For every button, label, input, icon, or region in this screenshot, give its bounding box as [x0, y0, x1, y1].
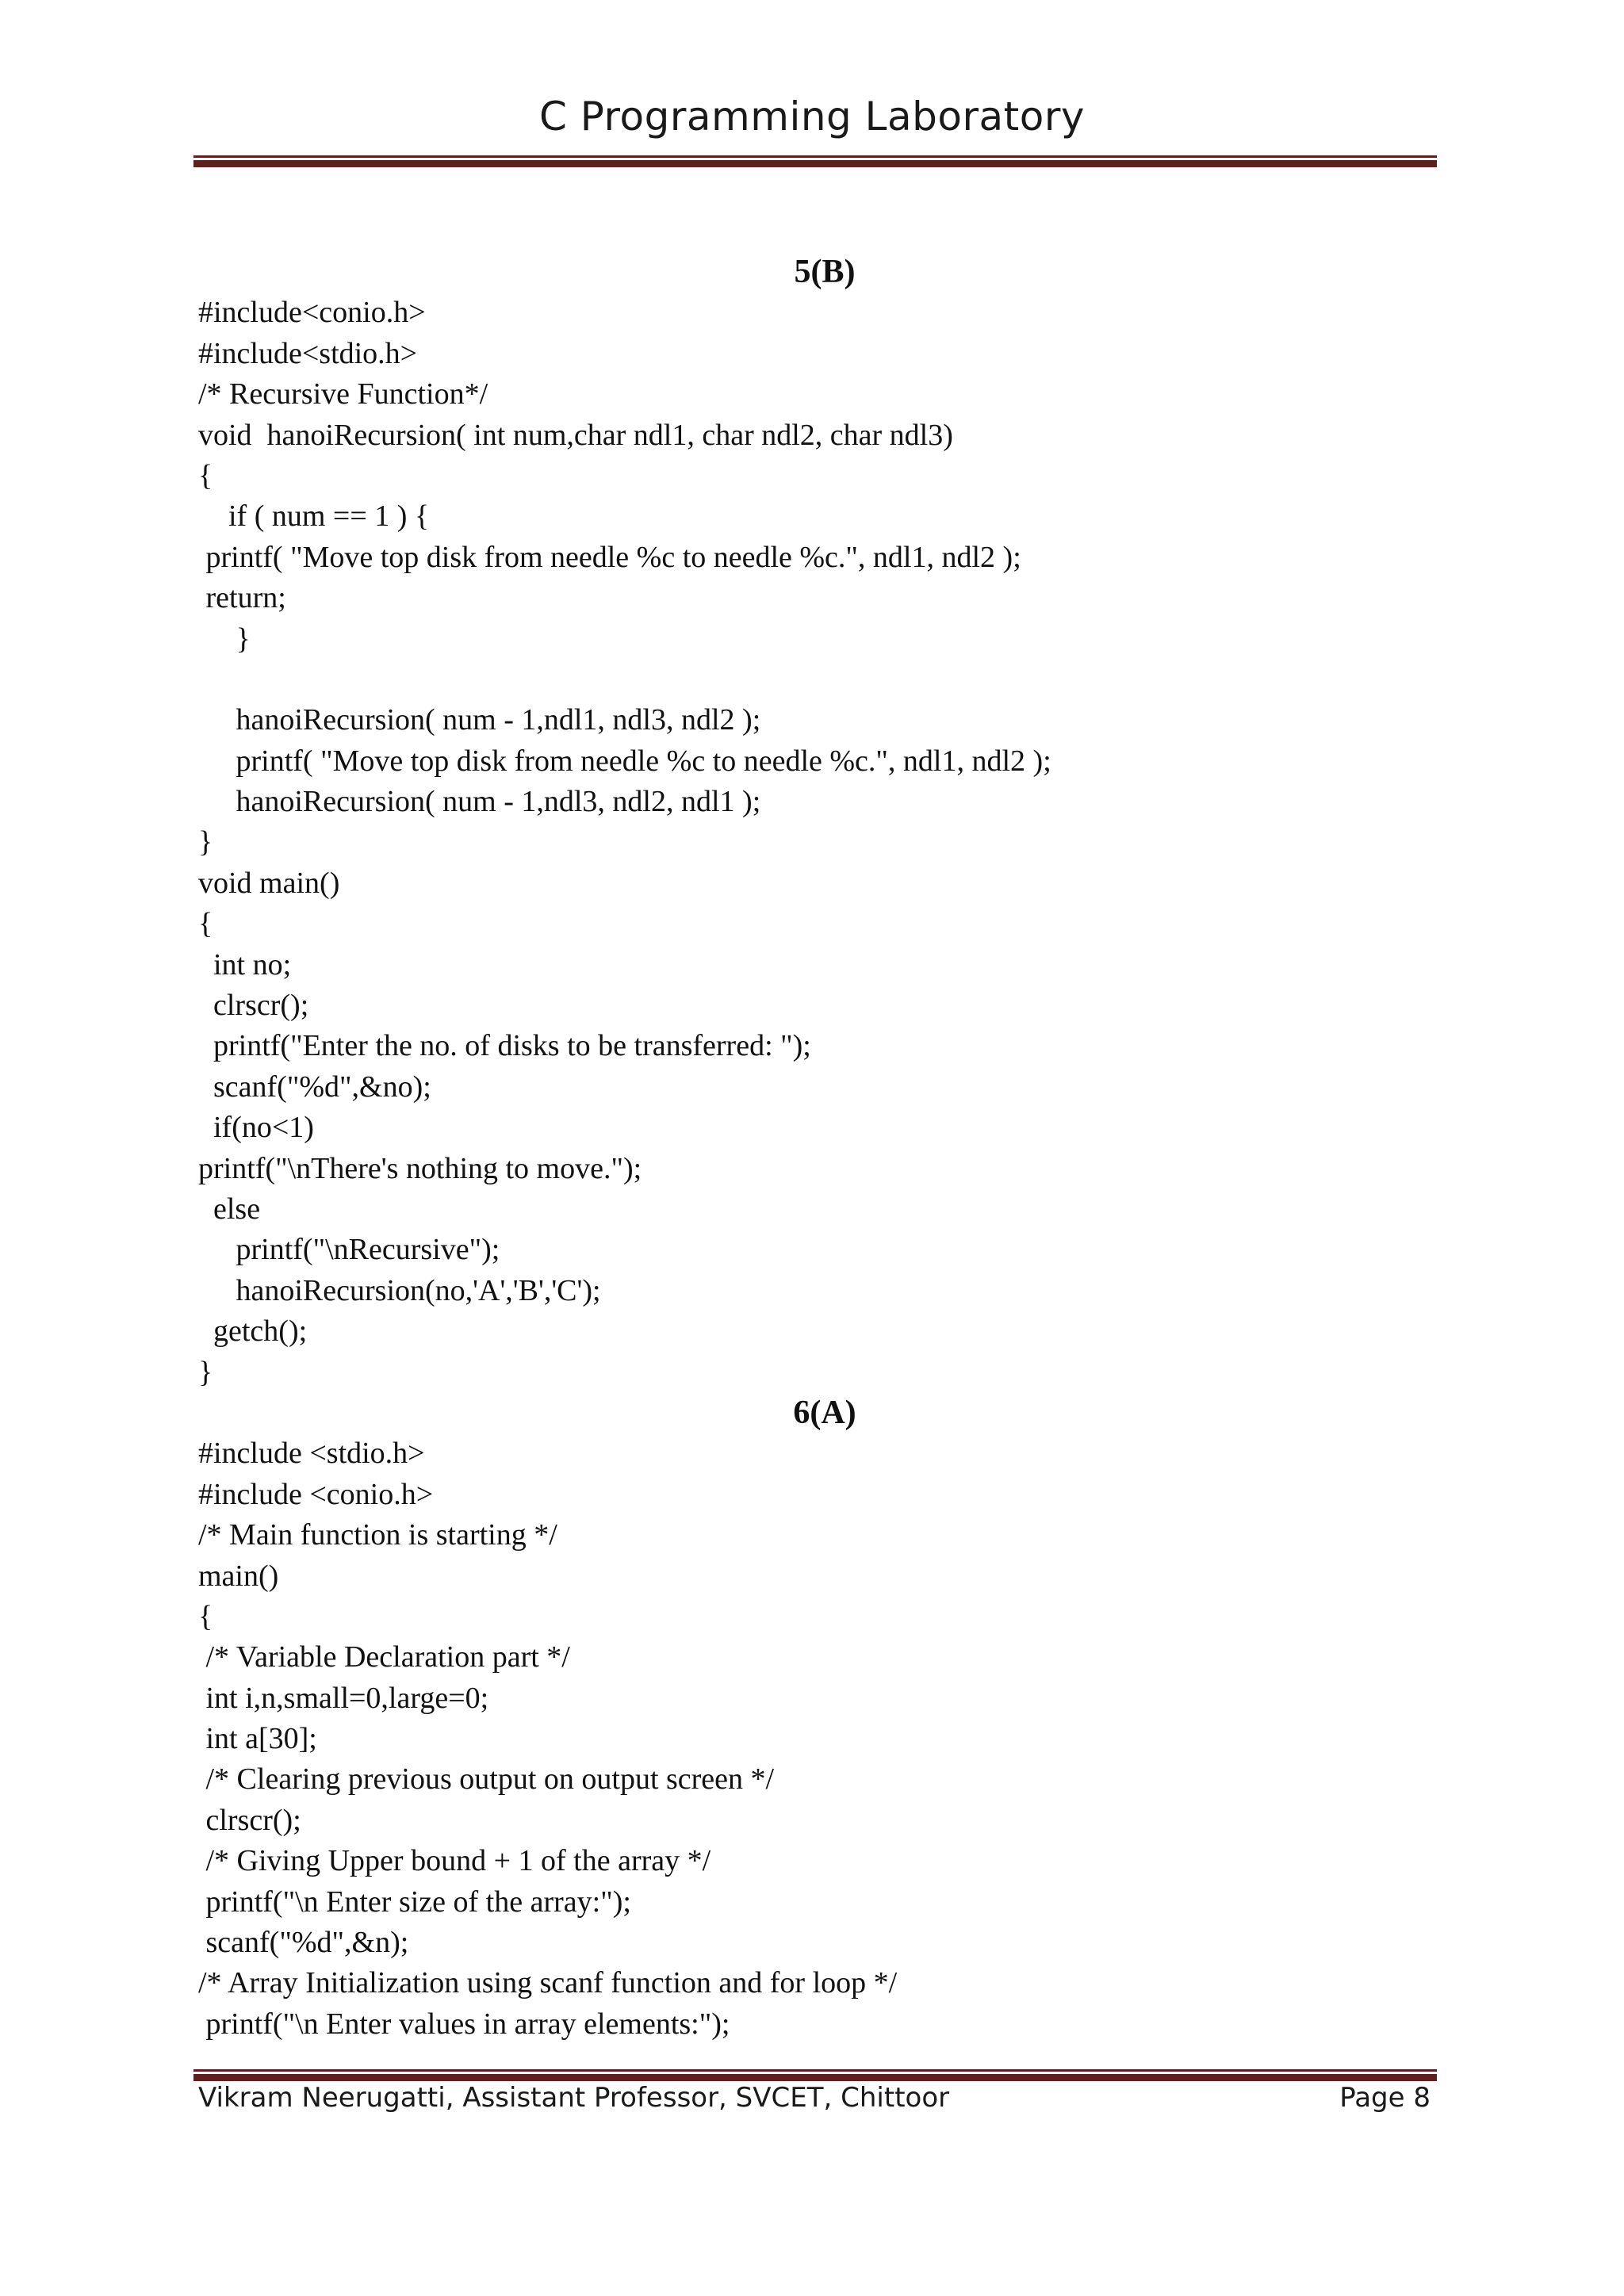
code-line: #include<stdio.h> — [198, 336, 418, 370]
code-line: #include <stdio.h> — [198, 1437, 425, 1471]
code-line: printf( "Move top disk from needle %c to needle %c.", ndl1, ndl2 ); — [198, 744, 1051, 778]
document-body — [198, 252, 1435, 2045]
code-line: printf("\n Enter size of the array:"); — [198, 1885, 631, 1919]
code-line: { — [198, 458, 213, 492]
code-line: scanf("%d",&no); — [198, 1070, 431, 1104]
code-line: hanoiRecursion( num - 1,ndl3, ndl2, ndl1 ); — [198, 785, 761, 819]
footer-rule-thin — [193, 2069, 1437, 2072]
footer-author: Vikram Neerugatti, Assistant Professor, SVCET, Chittoor — [198, 2082, 950, 2114]
code-line: /* Array Initialization using scanf function and for loop */ — [198, 1966, 898, 2000]
code-line: #include <conio.h> — [198, 1477, 434, 1511]
code-line: int i,n,small=0,large=0; — [198, 1681, 489, 1715]
code-line: if(no<1) — [198, 1111, 314, 1145]
code-line: clrscr(); — [198, 1803, 301, 1837]
code-line — [198, 660, 1435, 700]
code-line: int no; — [198, 947, 292, 982]
code-line: } — [198, 825, 213, 859]
code-line: { — [198, 907, 213, 941]
code-line: if ( num == 1 ) { — [198, 499, 430, 534]
code-line: hanoiRecursion( num - 1,ndl1, ndl3, ndl2 ); — [198, 703, 761, 737]
code-line: clrscr(); — [198, 989, 309, 1023]
code-line: int a[30]; — [198, 1722, 317, 1756]
code-line: return; — [198, 581, 286, 615]
code-line: /* Giving Upper bound + 1 of the array */ — [198, 1844, 711, 1878]
code-line: printf("\nRecursive"); — [198, 1233, 500, 1267]
code-line: { — [198, 1599, 213, 1633]
header-rule-thick — [193, 160, 1437, 167]
code-line: hanoiRecursion(no,'A','B','C'); — [198, 1273, 601, 1307]
code-line: printf( "Move top disk from needle %c to needle %c.", ndl1, ndl2 ); — [198, 540, 1021, 574]
code-line: printf("\nThere's nothing to move."); — [198, 1151, 642, 1185]
section-heading: 5(B) — [794, 254, 856, 290]
code-line: printf("Enter the no. of disks to be transferred: "); — [198, 1029, 811, 1063]
code-line: getch(); — [198, 1314, 308, 1349]
code-line: else — [198, 1192, 261, 1226]
page-header-title: C Programming Laboratory — [538, 94, 1086, 140]
code-line: /* Main function is starting */ — [198, 1518, 557, 1552]
code-line: scanf("%d",&n); — [198, 1926, 409, 1960]
code-line: void main() — [198, 866, 340, 900]
code-line: /* Clearing previous output on output screen */ — [198, 1762, 775, 1797]
footer-page-number: Page 8 — [1339, 2082, 1431, 2114]
code-line: /* Recursive Function*/ — [198, 377, 488, 411]
section-heading: 6(A) — [793, 1394, 856, 1431]
code-line: } — [198, 1355, 213, 1389]
code-line: } — [198, 622, 251, 656]
code-line: /* Variable Declaration part */ — [198, 1640, 570, 1674]
footer-rule-thick — [193, 2074, 1437, 2081]
code-line: #include<conio.h> — [198, 296, 426, 330]
code-line: main() — [198, 1559, 279, 1593]
header-rule-thin — [193, 155, 1437, 158]
code-line: void hanoiRecursion( int num,char ndl1, char ndl2, char ndl3) — [198, 418, 953, 452]
code-line: printf("\n Enter values in array elements:"); — [198, 2007, 730, 2041]
